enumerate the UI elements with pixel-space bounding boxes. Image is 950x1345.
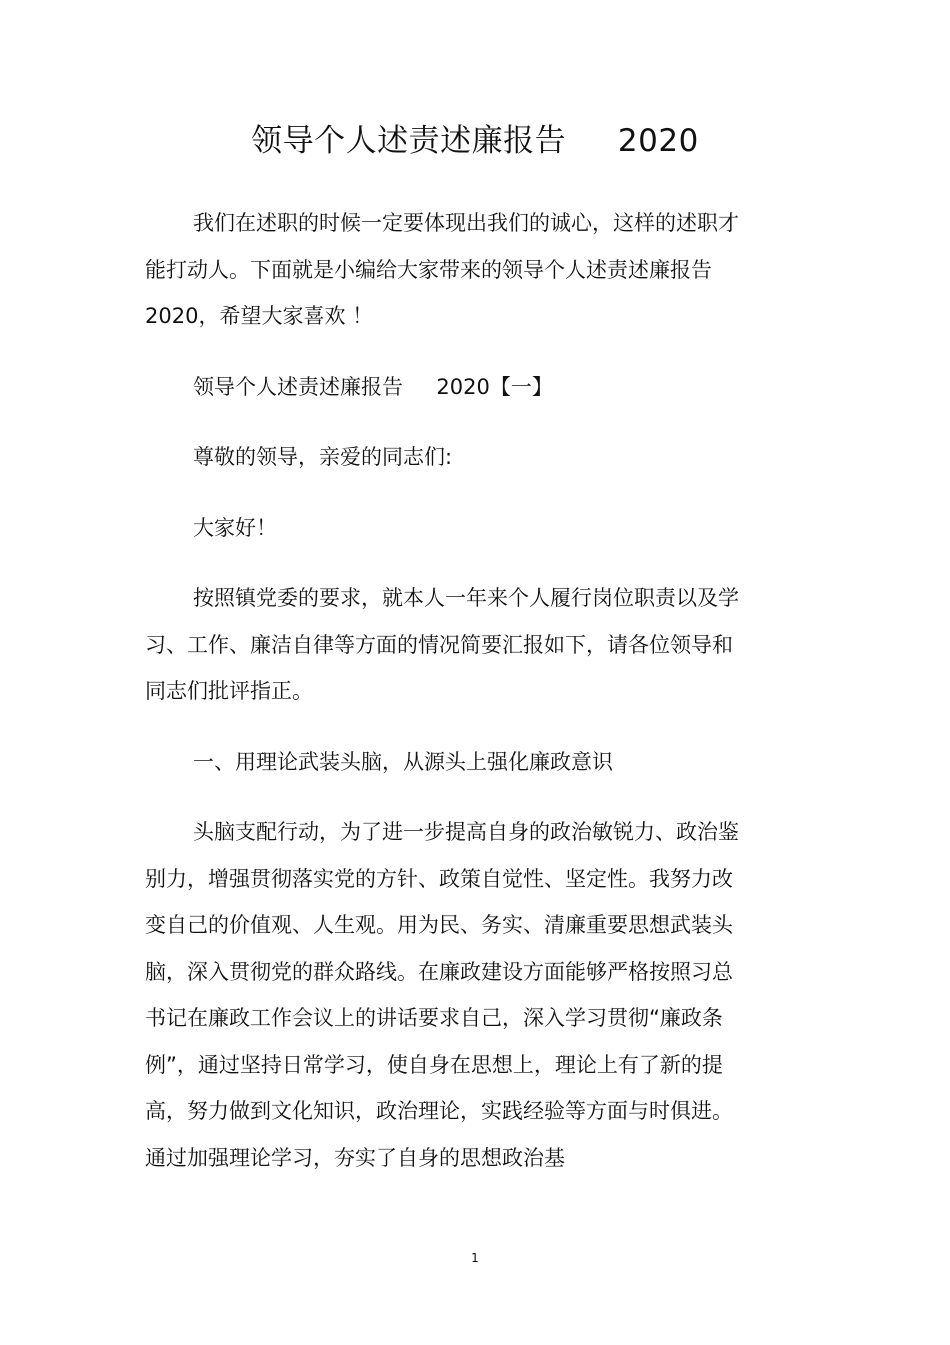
document-title: 领导个人述责述廉报告 2020 — [251, 123, 699, 159]
document-body — [145, 200, 745, 1181]
intro-paragraph: 我们在述职的时候一定要体现出我们的诚心，这样的述职才能打动人。下面就是小编给大家带来的领导个人述责述廉报告 2020，希望大家喜欢 ！ — [145, 211, 739, 328]
page-number: 1 — [471, 1251, 479, 1265]
section-heading: 领导个人述责述廉报告 2020【一】 — [193, 374, 553, 399]
body-paragraph: 头脑支配行动，为了进一步提高自身的政治敏锐力、政治鉴别力，增强贯彻落实党的方针、政策自觉性、坚定性。我努力改变自己的价值观、人生观。用为民、务实、清廉重要思想武装头脑，深入贯彻党的群众路线。在廉政建设方面能够严格按照习总书记在廉政工作会议上的讲话要求自己，深入学习贯彻“廉政条例”，通过坚持日常学习，使自身在思想上，理论上有了新的提高，努力做到文化知识，政治理论，实践经验等方面与时俱进。通过加强理论学习，夯实了自身的思想政治基 — [145, 820, 739, 1170]
greeting: 大家好！ — [193, 515, 277, 540]
subsection-heading: 一、用理论武装头脑，从源头上强化廉政意识 — [193, 749, 613, 774]
salutation: 尊敬的领导，亲爱的同志们: — [193, 445, 453, 469]
body-paragraph: 按照镇党委的要求，就本人一年来个人履行岗位职责以及学习、工作、廉洁自律等方面的情况简要汇报如下，请各位领导和同志们批评指正。 — [145, 586, 739, 703]
